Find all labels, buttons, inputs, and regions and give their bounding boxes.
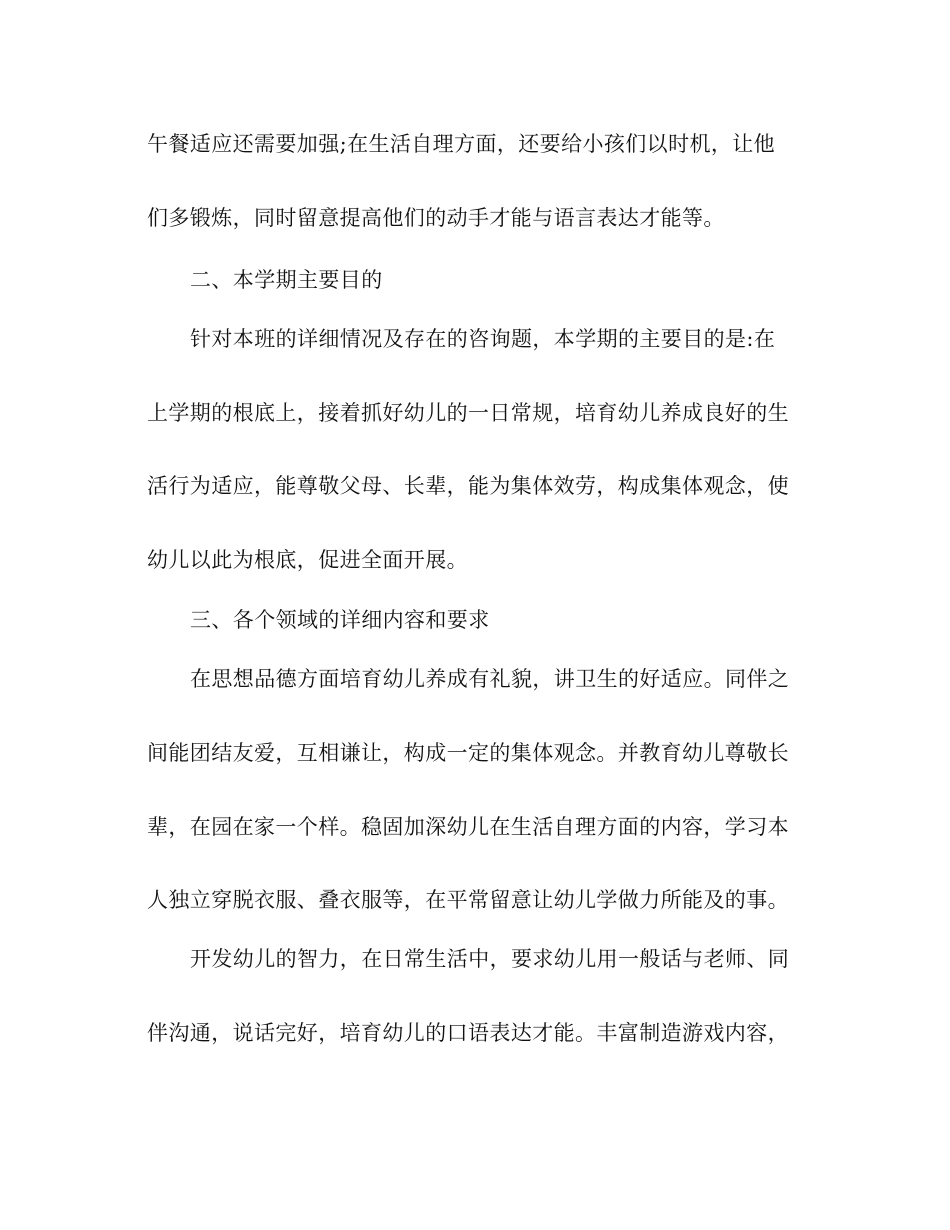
section-heading: 二、本学期主要目的 <box>190 268 383 292</box>
paragraph-line: 人独立穿脱衣服、叠衣服等，在平常留意让幼儿学做力所能及的事。 <box>147 888 789 912</box>
paragraph-line: 在思想品德方面培育幼儿养成有礼貌，讲卫生的好适应。同伴之 <box>190 667 790 691</box>
paragraph-line: 上学期的根底上，接着抓好幼儿的一日常规，培育幼儿养成良好的生 <box>147 401 789 425</box>
paragraph-line: 开发幼儿的智力，在日常生活中，要求幼儿用一般话与老师、同 <box>190 947 790 971</box>
paragraph-line: 们多锻炼，同时留意提高他们的动手才能与语言表达才能等。 <box>147 206 725 230</box>
paragraph-line: 间能团结友爱，互相谦让，构成一定的集体观念。并教育幼儿尊敬长 <box>147 741 789 765</box>
section-heading: 三、各个领域的详细内容和要求 <box>190 608 490 632</box>
paragraph-line: 针对本班的详细情况及存在的咨询题，本学期的主要目的是:在 <box>190 327 776 351</box>
paragraph-line: 伴沟通，说话完好，培育幼儿的口语表达才能。丰富制造游戏内容， <box>147 1021 789 1045</box>
paragraph-line: 幼儿以此为根底，促进全面开展。 <box>147 548 468 572</box>
paragraph-line: 午餐适应还需要加强;在生活自理方面，还要给小孩们以时机，让他 <box>147 132 776 156</box>
paragraph-line: 活行为适应，能尊敬父母、长辈，能为集体效劳，构成集体观念，使 <box>147 474 789 498</box>
paragraph-line: 辈，在园在家一个样。稳固加深幼儿在生活自理方面的内容，学习本 <box>147 815 789 839</box>
